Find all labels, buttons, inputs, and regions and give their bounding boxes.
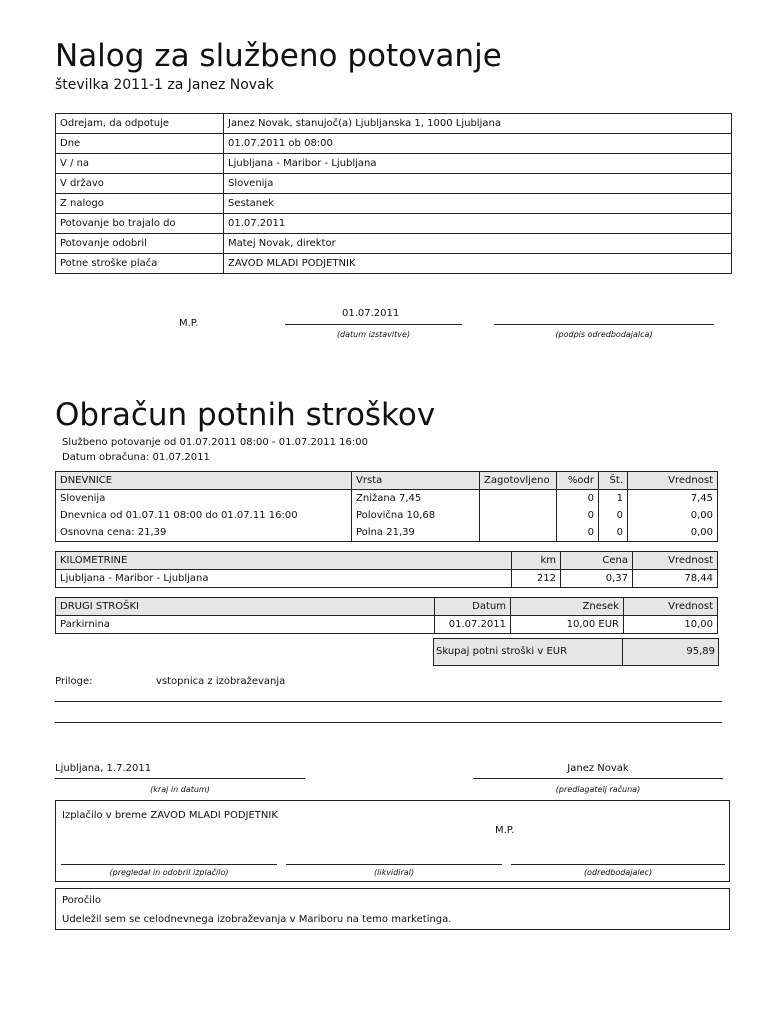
priloge-line-2 (55, 722, 722, 723)
submitter-name: Janez Novak (567, 763, 629, 774)
dnevnice-cell: 0,00 (628, 507, 718, 524)
dnevnice-cell (480, 507, 557, 524)
order-row (56, 134, 732, 154)
dnevnice-cell: 0 (599, 524, 628, 542)
submitter-line (473, 778, 723, 779)
report-text: Udeležil sem se celodnevnega izobraževanja v Mariboru na temo marketinga. (62, 914, 452, 925)
dnevnice-header-cell: Št. (599, 472, 628, 490)
liquidated-caption: (likvidiral) (374, 868, 414, 877)
dnevnice-row (56, 524, 718, 542)
order-row-label: Z nalogo (56, 194, 224, 214)
dnevnice-cell: 0 (557, 490, 599, 508)
other-header-row (56, 598, 718, 616)
other-header-cell: Znesek (511, 598, 624, 616)
km-row (56, 570, 718, 588)
report-label: Poročilo (62, 895, 101, 906)
issue-date-caption: (datum izstavitve) (336, 330, 411, 339)
order-row-label: Potovanje bo trajalo do (56, 214, 224, 234)
km-cell: 78,44 (633, 570, 718, 588)
total-value-cell (622, 638, 719, 666)
km-cell: 212 (512, 570, 561, 588)
order-row-value: Janez Novak, stanujoč(a) Ljubljanska 1, 1000 Ljubljana (224, 114, 732, 134)
dnevnice-cell: Znižana 7,45 (352, 490, 480, 508)
other-header-cell: DRUGI STROŠKI (56, 598, 435, 616)
order-row-label: V / na (56, 154, 224, 174)
order-row-label: Potovanje odobril (56, 234, 224, 254)
order-row-value: Ljubljana - Maribor - Ljubljana (224, 154, 732, 174)
dnevnice-header-cell: %odr (557, 472, 599, 490)
drugi-stroski-table (55, 597, 718, 634)
km-header-row (56, 552, 718, 570)
report-box (55, 888, 730, 930)
order-row-value: Slovenija (224, 174, 732, 194)
order-row-label: V državo (56, 174, 224, 194)
order-subtitle: številka 2011-1 za Janez Novak (55, 77, 274, 93)
km-header-cell: km (512, 552, 561, 570)
place-date: Ljubljana, 1.7.2011 (55, 763, 152, 774)
dnevnice-cell: 0,00 (628, 524, 718, 542)
priloge-label: Priloge: (55, 676, 93, 687)
km-cell: 0,37 (561, 570, 633, 588)
order-row-label: Odrejam, da odpotuje (56, 114, 224, 134)
reviewed-line (61, 864, 277, 865)
dnevnice-cell: 1 (599, 490, 628, 508)
dnevnice-header-cell: DNEVNICE (56, 472, 352, 490)
dnevnice-cell: 0 (557, 507, 599, 524)
payout-box (55, 800, 730, 882)
order-row (56, 194, 732, 214)
dnevnice-cell (480, 490, 557, 508)
other-cell: Parkirnina (56, 616, 435, 634)
calc-date: Datum obračuna: 01.07.2011 (62, 452, 210, 463)
order-row-value: Matej Novak, direktor (224, 234, 732, 254)
km-header-cell: Vrednost (633, 552, 718, 570)
other-header-cell: Vrednost (624, 598, 718, 616)
other-header-cell: Datum (435, 598, 511, 616)
order-row (56, 154, 732, 174)
order-row (56, 174, 732, 194)
order-row-value: ZAVOD MLADI PODJETNIK (224, 254, 732, 274)
dnevnice-cell (480, 524, 557, 542)
order-row (56, 254, 732, 274)
kilometrine-table (55, 551, 718, 588)
order-row (56, 234, 732, 254)
other-cell: 01.07.2011 (435, 616, 511, 634)
dnevnice-cell: Slovenija (56, 490, 352, 508)
liquidated-line (286, 864, 502, 865)
km-header-cell: Cena (561, 552, 633, 570)
total-label-cell (433, 638, 624, 666)
dnevnice-cell: Polovična 10,68 (352, 507, 480, 524)
signature-line (494, 324, 714, 325)
order-row-value: 01.07.2011 (224, 214, 732, 234)
dnevnice-cell: Polna 21,39 (352, 524, 480, 542)
dnevnice-header-cell: Vrednost (628, 472, 718, 490)
authorizer-line (511, 864, 725, 865)
dnevnice-header-cell: Zagotovljeno (480, 472, 557, 490)
signature-caption: (podpis odredbodajalca) (555, 330, 653, 339)
dnevnice-row (56, 490, 718, 508)
order-row-value: 01.07.2011 ob 08:00 (224, 134, 732, 154)
dnevnice-cell: 0 (599, 507, 628, 524)
priloge-value: vstopnica z izobraževanja (156, 676, 286, 687)
dnevnice-row (56, 507, 718, 524)
calc-title: Obračun potnih stroškov (55, 397, 436, 433)
reviewed-caption: (pregledal in odobril izplačilo) (109, 868, 229, 877)
order-mp-stamp: M.P. (179, 318, 199, 329)
total-label: Skupaj potni stroški v EUR (436, 646, 568, 657)
place-date-line (55, 778, 305, 779)
place-date-caption: (kraj in datum) (150, 785, 210, 794)
other-row (56, 616, 718, 634)
payout-text: Izplačilo v breme ZAVOD MLADI PODJETNIK (62, 810, 278, 821)
dnevnice-cell: 7,45 (628, 490, 718, 508)
order-table (55, 113, 732, 274)
issue-date-line (285, 324, 462, 325)
submitter-caption: (predlagatelj računa) (555, 785, 641, 794)
priloge-line-1 (55, 701, 722, 702)
order-title: Nalog za službeno potovanje (55, 38, 502, 74)
payout-mp-stamp: M.P. (495, 825, 515, 836)
other-cell: 10,00 EUR (511, 616, 624, 634)
order-row-label: Potne stroške plača (56, 254, 224, 274)
dnevnice-cell: 0 (557, 524, 599, 542)
km-header-cell: KILOMETRINE (56, 552, 512, 570)
km-cell: Ljubljana - Maribor - Ljubljana (56, 570, 512, 588)
dnevnice-cell: Dnevnica od 01.07.11 08:00 do 01.07.11 16:00 (56, 507, 352, 524)
order-row (56, 114, 732, 134)
dnevnice-table (55, 471, 718, 542)
dnevnice-cell: Osnovna cena: 21,39 (56, 524, 352, 542)
issue-date: 01.07.2011 (342, 308, 400, 319)
authorizer-caption: (odredbodajalec) (583, 868, 653, 877)
other-cell: 10,00 (624, 616, 718, 634)
order-row (56, 214, 732, 234)
total-value: 95,89 (686, 646, 715, 657)
order-row-label: Dne (56, 134, 224, 154)
dnevnice-header-row (56, 472, 718, 490)
dnevnice-header-cell: Vrsta (352, 472, 480, 490)
trip-period: Službeno potovanje od 01.07.2011 08:00 - 01.07.2011 16:00 (62, 437, 368, 448)
order-row-value: Sestanek (224, 194, 732, 214)
